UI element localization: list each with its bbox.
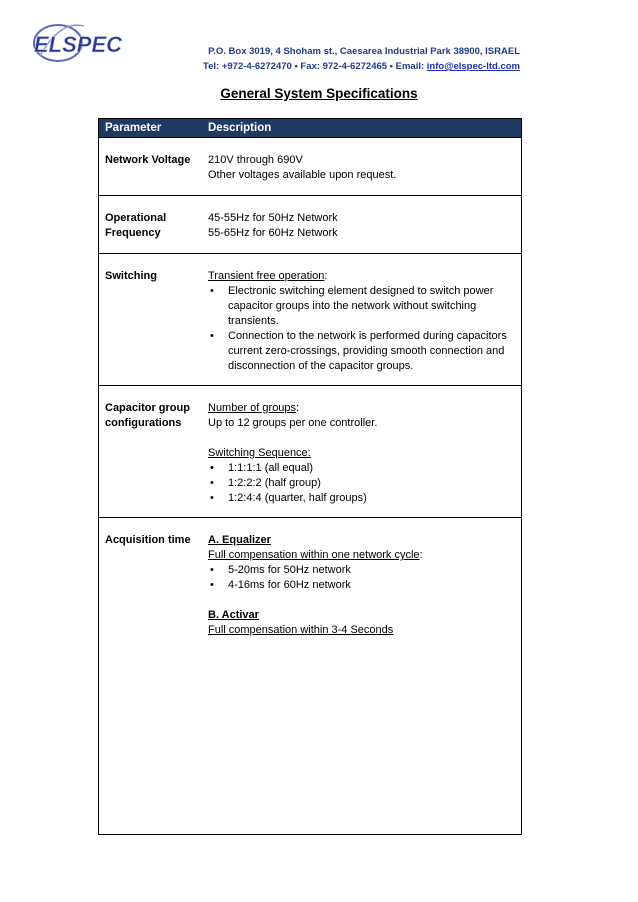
contact-phone-fax: Tel: +972-4-6272470 • Fax: 972-4-6272465 • Email:	[203, 61, 427, 72]
spec-table	[98, 118, 522, 835]
email-link[interactable]: info@elspec-ltd.com	[426, 61, 520, 72]
description-cell	[202, 138, 521, 195]
list-item: • 4-16ms for 60Hz network	[208, 578, 513, 593]
description-line: Other voltages available upon request.	[208, 169, 397, 181]
description-line: 210V through 690V	[208, 154, 303, 166]
table-row	[99, 196, 521, 254]
subheading: Full compensation within one network cycle:	[208, 549, 423, 561]
description-line: 45-55Hz for 50Hz Network	[208, 212, 338, 224]
parameter-cell: Network Voltage	[105, 154, 191, 166]
subheading: Number of groups:	[208, 402, 300, 414]
description-cell	[202, 254, 521, 385]
address-line: P.O. Box 3019, 4 Shoham st., Caesarea Industrial Park 38900, ISRAEL	[208, 46, 520, 57]
company-address	[203, 44, 520, 74]
parameter-cell: Switching	[105, 270, 157, 282]
product-title: B. Activar	[208, 609, 259, 621]
parameter-cell: Operational Frequency	[105, 212, 167, 239]
table-row	[99, 518, 521, 834]
description-cell	[202, 386, 521, 517]
table-row	[99, 138, 521, 196]
column-header-parameter: Parameter	[105, 122, 162, 134]
bullet-list	[208, 563, 513, 593]
table-header	[99, 119, 521, 138]
company-logo	[30, 16, 142, 70]
parameter-cell: Capacitor group configurations	[105, 402, 190, 429]
column-header-description: Description	[208, 122, 272, 134]
description-cell	[202, 196, 521, 253]
bullet-list	[208, 284, 513, 374]
table-row	[99, 254, 521, 386]
parameter-cell: Acquisition time	[105, 534, 191, 546]
bullet-list	[208, 461, 513, 506]
description-line: Full compensation within 3-4 Seconds	[208, 624, 394, 636]
list-item: • 1:2:4:4 (quarter, half groups)	[208, 491, 513, 506]
description-line: Up to 12 groups per one controller.	[208, 417, 378, 429]
description-line: 55-65Hz for 60Hz Network	[208, 227, 338, 239]
subheading: Transient free operation:	[208, 270, 328, 282]
description-cell	[202, 518, 521, 834]
list-item: • Connection to the network is performed during capacitors current zero-crossings, providing smooth connection and disconnection of the capacitor groups.	[208, 329, 513, 374]
contact-line	[203, 59, 520, 74]
list-item: • 1:1:1:1 (all equal)	[208, 461, 513, 476]
table-row	[99, 386, 521, 518]
list-item: • 1:2:2:2 (half group)	[208, 476, 513, 491]
subheading: Switching Sequence:	[208, 447, 311, 459]
document-title: General System Specifications	[220, 86, 418, 101]
list-item: • Electronic switching element designed to switch power capacitor groups into the network without switching transients.	[208, 284, 513, 329]
svg-text:ELSPEC: ELSPEC	[34, 32, 123, 57]
product-title: A. Equalizer	[208, 534, 271, 546]
list-item: • 5-20ms for 50Hz network	[208, 563, 513, 578]
